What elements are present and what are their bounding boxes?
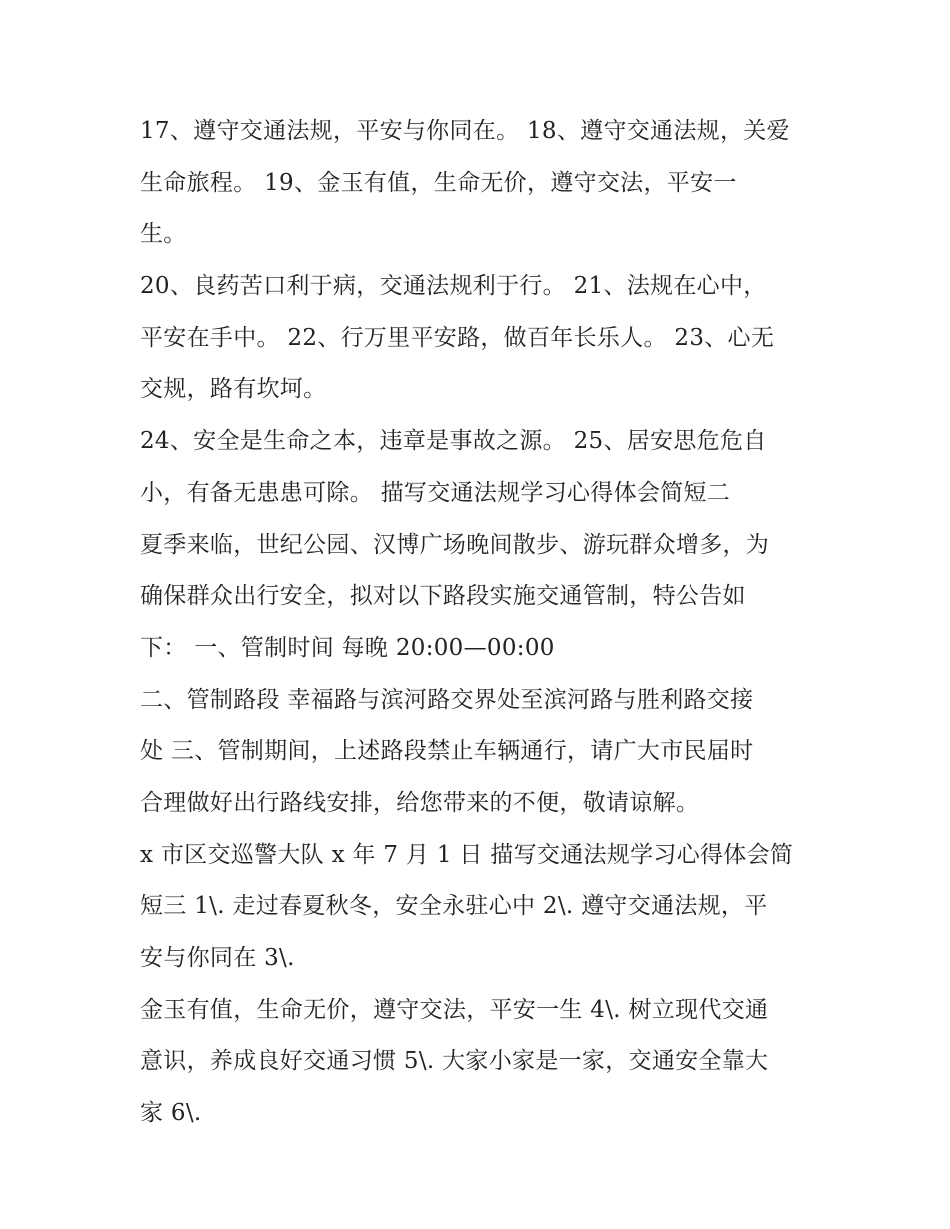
text-line: 合理做好出行路线安排，给您带来的不便，敬请谅解。 bbox=[140, 789, 700, 816]
text-line: 小，有备无患患可除。 描写交通法规学习心得体会简短二 bbox=[140, 479, 731, 506]
text-line: 意识，养成良好交通习惯 5\. 大家小家是一家，交通安全靠大 bbox=[140, 1048, 769, 1075]
document-body bbox=[140, 106, 830, 1140]
text-line: x 市区交巡警大队 x 年 7 月 1 日 描写交通法规学习心得体会简 bbox=[140, 841, 794, 868]
text-line: 平安在手中。 22、行万里平安路，做百年长乐人。 23、心无 bbox=[140, 324, 775, 351]
text-line: 下： 一、管制时间 每晚 20:00—00:00 bbox=[140, 634, 555, 661]
text-line: 短三 1\. 走过春夏秋冬，安全永驻心中 2\. 遵守交通法规，平 bbox=[140, 893, 768, 920]
text-line: 处 三、管制期间，上述路段禁止车辆通行，请广大市民届时 bbox=[140, 738, 754, 765]
text-line: 安与你同在 3\. bbox=[140, 945, 295, 971]
text-line: 交规，路有坎坷。 bbox=[140, 376, 327, 403]
text-line: 金玉有值，生命无价，遵守交法，平安一生 4\. 树立现代交通 bbox=[140, 996, 769, 1023]
text-line: 夏季来临，世纪公园、汉博广场晚间散步、游玩群众增多，为 bbox=[140, 531, 770, 558]
text-line: 20、良药苦口利于病，交通法规利于行。 21、法规在心中， bbox=[140, 273, 767, 300]
text-line: 生。 bbox=[140, 221, 187, 248]
text-line: 生命旅程。 19、金玉有值，生命无价，遵守交法，平安一 bbox=[140, 169, 737, 196]
text-line: 家 6\. bbox=[140, 1100, 202, 1127]
text-line: 24、安全是生命之本，违章是事故之源。 25、居安思危危自 bbox=[140, 428, 767, 455]
text-line: 17、遵守交通法规，平安与你同在。 18、遵守交通法规，关爱 bbox=[140, 118, 790, 144]
text-line: 确保群众出行安全，拟对以下路段实施交通管制，特公告如 bbox=[140, 583, 746, 610]
text-line: 二、管制路段 幸福路与滨河路交界处至滨河路与胜利路交接 bbox=[140, 686, 754, 713]
